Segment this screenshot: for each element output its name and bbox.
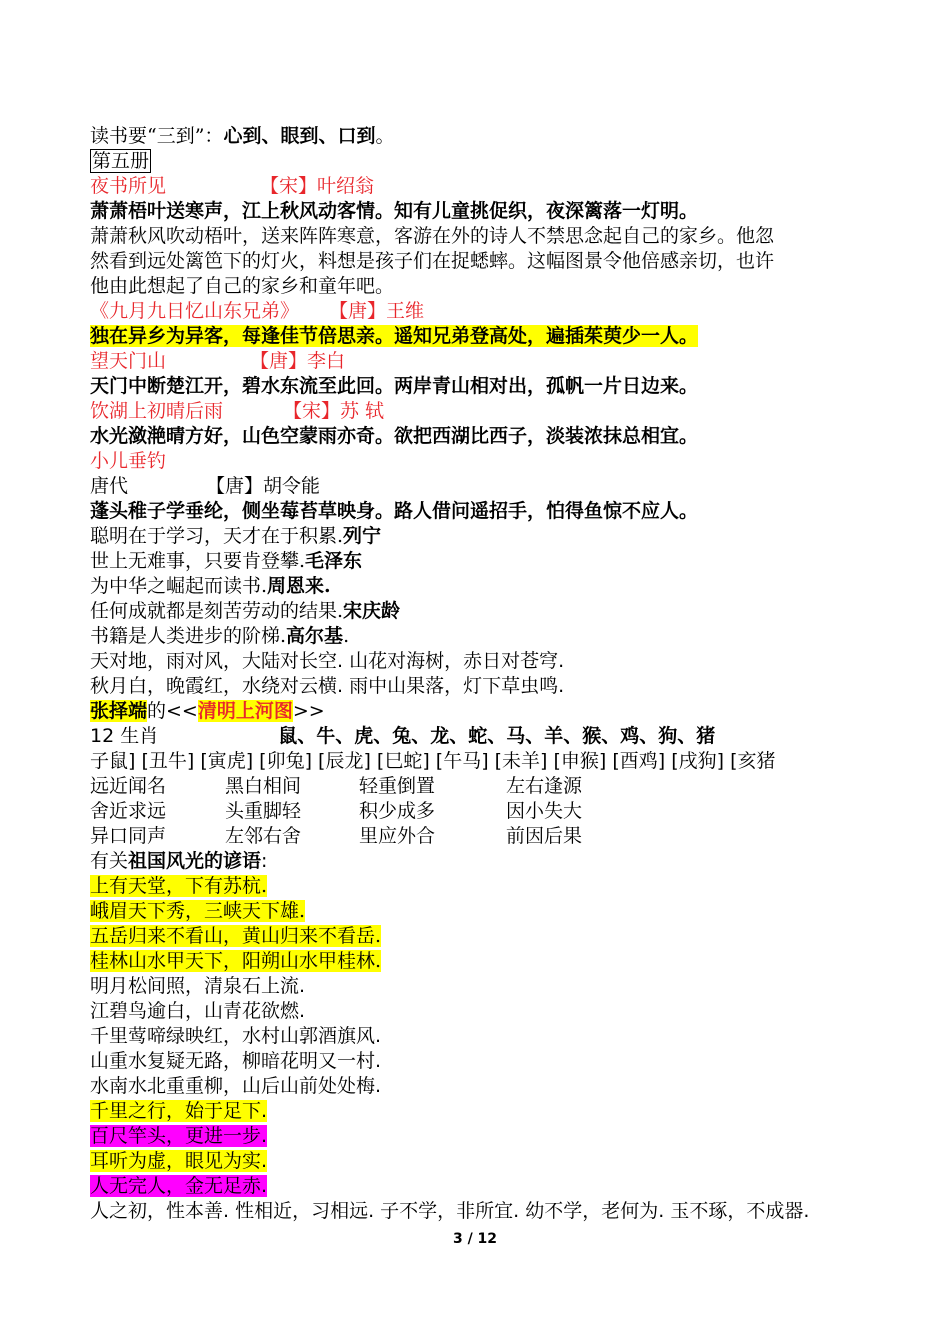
poem-5-meta [90, 474, 890, 499]
proverb-heading-colon: : [261, 850, 268, 872]
idiom-row [90, 774, 890, 799]
saying-12-line [90, 1149, 890, 1174]
poem-2-heading [90, 299, 890, 324]
poem-3-title: 望天门山 [90, 350, 167, 372]
saying-3-line [90, 924, 890, 949]
saying-11-line [90, 1124, 890, 1149]
idiom-row [90, 799, 890, 824]
poem-4-author: 【宋】苏 轼 [283, 400, 385, 422]
poem-1-heading [90, 174, 890, 199]
poem-5-text: 蓬头稚子学垂纶，侧坐莓苔草映身。路人借问遥招手，怕得鱼惊不应人。 [90, 500, 699, 522]
idiom: 头重脚轻 [225, 800, 302, 822]
saying-13: 人无完人，金无足赤. [90, 1175, 268, 1197]
painting-open: 的<< [147, 700, 198, 722]
zodiac-label: 12 生肖 [90, 725, 159, 747]
idiom: 远近闻名 [90, 775, 167, 797]
saying-11: 百尺竿头，更进一步. [90, 1125, 268, 1147]
poem-3-text: 天门中断楚江开，碧水东流至此回。两岸青山相对出，孤帆一片日边来。 [90, 375, 699, 397]
saying-10-line [90, 1099, 890, 1124]
sanzijing-line: 人之初，性本善. 性相近，习相远. 子不学，非所宜. 幼不学，老何为. 玉不琢，不成器. [90, 1200, 810, 1222]
idiom: 舍近求远 [90, 800, 167, 822]
poem-4-text: 水光潋滟晴方好，山色空蒙雨亦奇。欲把西湖比西子，淡装浓抹总相宜。 [90, 425, 699, 447]
saying-5: 明月松间照，清泉石上流. [90, 975, 306, 997]
quote-5-author: 高尔基 [286, 625, 344, 647]
quote-4-author: 宋庆龄 [343, 600, 401, 622]
book-volume-heading: 第五册 [92, 150, 150, 172]
quote-5 [90, 624, 890, 649]
quote-2-author: 毛泽东 [305, 550, 363, 572]
poem-5-dynasty: 唐代 [90, 475, 129, 497]
quote-2-text: 世上无难事，只要肯登攀. [90, 550, 306, 572]
poem-5-title: 小儿垂钓 [90, 450, 167, 472]
quote-4-text: 任何成就都是刻苦劳动的结果. [90, 600, 344, 622]
poem-3-heading [90, 349, 890, 374]
saying-3: 五岳归来不看山，黄山归来不看岳. [90, 925, 382, 947]
saying-9: 水南水北重重柳，山后山前处处梅. [90, 1075, 382, 1097]
proverb-heading [90, 849, 890, 874]
duiyun-line-1: 天对地，雨对风，大陆对长空. 山花对海树，赤日对苍穹. [90, 650, 565, 672]
saying-2: 峨眉天下秀，三峡天下雄. [90, 900, 306, 922]
reading-tip-end: 。 [375, 125, 395, 147]
quote-3-author: 周恩来. [267, 575, 331, 597]
quote-1 [90, 524, 890, 549]
idiom-grid [90, 774, 890, 849]
idiom: 里应外合 [359, 825, 436, 847]
saying-13-line [90, 1174, 890, 1199]
painting-line [90, 699, 890, 724]
poem-2-text-line [90, 324, 890, 349]
reading-tip-label: 读书要“三到”： [90, 125, 224, 147]
painting-close: >> [292, 700, 325, 722]
idiom: 前因后果 [506, 825, 583, 847]
idiom: 因小失大 [506, 800, 583, 822]
painter-name: 张择端 [90, 700, 148, 722]
poem-2-title: 《九月九日忆山东兄弟》 [90, 300, 300, 322]
saying-12: 耳听为虚，眼见为实. [90, 1150, 268, 1172]
quote-3 [90, 574, 890, 599]
duiyun-line-2: 秋月白，晚霞红，水绕对云横. 雨中山果落，灯下草虫鸣. [90, 675, 565, 697]
idiom: 黑白相间 [225, 775, 302, 797]
saying-10: 千里之行，始于足下. [90, 1100, 268, 1122]
poem-1-explanation-1: 萧萧秋风吹动梧叶，送来阵阵寒意，客游在外的诗人不禁思念起自己的家乡。他忽 [90, 225, 775, 247]
quote-1-text: 聪明在于学习，天才在于积累. [90, 525, 344, 547]
saying-4-line [90, 949, 890, 974]
poem-1-explanation-3: 他由此想起了自己的家乡和童年吧。 [90, 275, 395, 297]
poem-2-text: 独在异乡为异客，每逢佳节倍思亲。遥知兄弟登高处，遍插茱萸少一人。 [90, 325, 699, 347]
saying-7: 千里莺啼绿映红，水村山郭酒旗风. [90, 1025, 382, 1047]
poem-1-explanation-2: 然看到远处篱笆下的灯火，料想是孩子们在捉蟋蟀。这幅图景令他倍感亲切，也许 [90, 250, 775, 272]
idiom: 异口同声 [90, 825, 167, 847]
quote-3-text: 为中华之崛起而读书. [90, 575, 268, 597]
saying-2-line [90, 899, 890, 924]
poem-3-author: 【唐】李白 [250, 350, 346, 372]
page-number: 3 / 12 [452, 1231, 498, 1247]
proverb-heading-prefix: 有关 [90, 850, 129, 872]
poem-1-text: 萧萧梧叶送寒声，江上秋风动客情。知有儿童挑促织，夜深篱落一灯明。 [90, 200, 699, 222]
document-page [90, 124, 890, 1224]
zodiac-list: 鼠、牛、虎、兔、龙、蛇、马、羊、猴、鸡、狗、猪 [278, 725, 716, 747]
saying-6: 江碧鸟逾白，山青花欲燃. [90, 1000, 306, 1022]
proverb-heading-topic: 祖国风光的谚语 [128, 850, 262, 872]
saying-1: 上有天堂，下有苏杭. [90, 875, 268, 897]
poem-2-author: 【唐】王维 [329, 300, 425, 322]
book-heading-line [90, 149, 890, 174]
idiom: 左右逢源 [506, 775, 583, 797]
idiom: 积少成多 [359, 800, 436, 822]
saying-4: 桂林山水甲天下，阳朔山水甲桂林. [90, 950, 382, 972]
idiom: 轻重倒置 [359, 775, 436, 797]
quote-5-text: 书籍是人类进步的阶梯. [90, 625, 287, 647]
zodiac-branches: 子鼠] [丑牛] [寅虎] [卯兔] [辰龙] [巳蛇] [午马] [未羊] [申猴] [酉鸡] [戌狗] [亥猪 [90, 750, 776, 772]
saying-8: 山重水复疑无路，柳暗花明又一村. [90, 1050, 382, 1072]
reading-tip-content: 心到、眼到、口到 [223, 125, 376, 147]
quote-5-end: . [343, 625, 350, 647]
poem-1-title: 夜书所见 [90, 175, 167, 197]
poem-1-author: 【宋】叶绍翁 [260, 175, 375, 197]
quote-4 [90, 599, 890, 624]
idiom-row [90, 824, 890, 849]
poem-4-title: 饮湖上初晴后雨 [90, 400, 224, 422]
poem-4-heading [90, 399, 890, 424]
quote-2 [90, 549, 890, 574]
idiom: 左邻右舍 [225, 825, 302, 847]
poem-5-author: 【唐】胡令能 [206, 475, 321, 497]
quote-1-author: 列宁 [343, 525, 382, 547]
painting-title: 清明上河图 [197, 700, 293, 722]
reading-tip-line [90, 124, 890, 149]
saying-1-line [90, 874, 890, 899]
zodiac-line [90, 724, 890, 749]
